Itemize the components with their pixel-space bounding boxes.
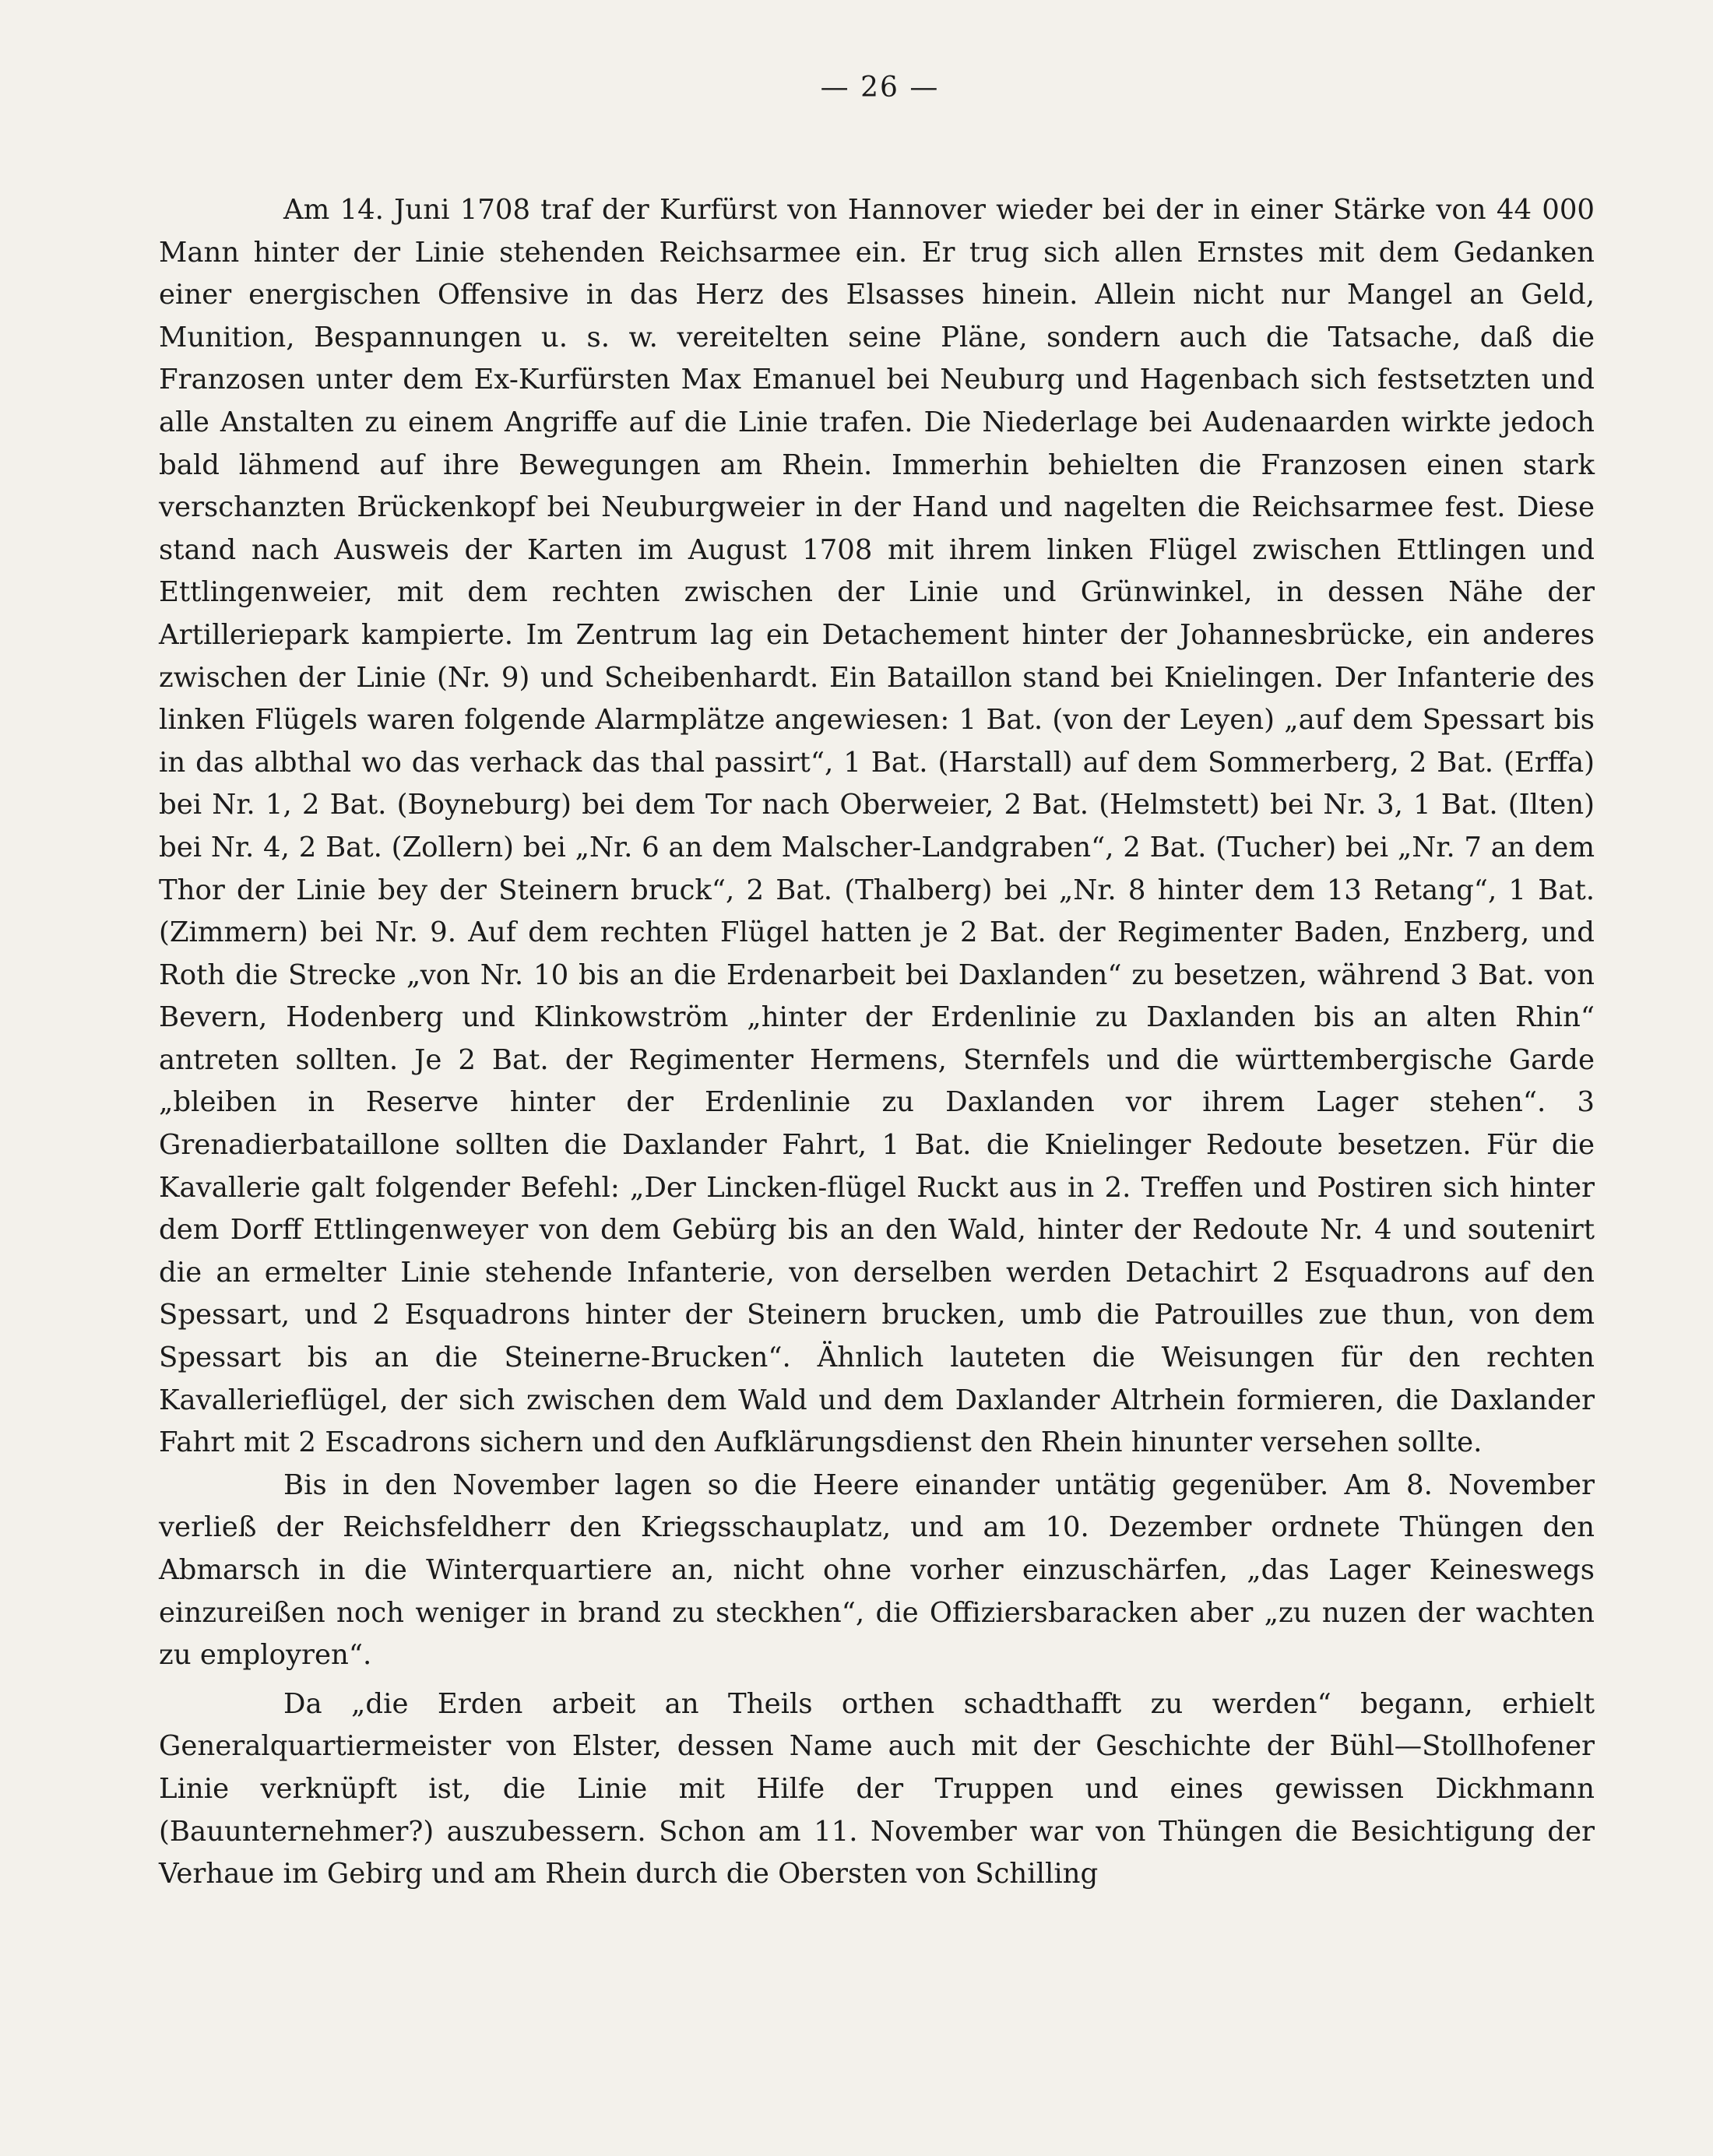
page-number: — 26 — [820,72,940,104]
paragraph-3: Da „die Erden arbeit an Theils orthen schadthafft zu werden“ begann, erhielt Generalquartiermeister von Elster, dessen Name auch mit der Geschichte der Bühl—Stollhofener Linie verknüpft ist, die Linie mit Hilfe der Truppen und eines gewissen Dickhmann (Bauunternehmer?) auszubessern. Schon am 11. November war von Thüngen die Besichtigung der Verhaue im Gebirg und am Rhein durch die Obersten von Schilling [159,1687,1595,1890]
paragraph-2: Bis in den November lagen so die Heere einander untätig gegenüber. Am 8. November verließ der Reichsfeldherr den Kriegsschauplatz, und am 10. Dezember ordnete Thüngen den Abmarsch in die Winterquartiere an, nicht ohne vorher einzuschärfen, „das Lager Keineswegs einzureißen noch weniger in brand zu steckhen“, die Offiziersbaracken aber „zu nuzen der wachten zu employren“. [159,1468,1595,1672]
paragraph-1: Am 14. Juni 1708 traf der Kurfürst von Hannover wieder bei der in einer Stärke von 44 000 Mann hinter der Linie stehenden Reichsarmee ein. Er trug sich allen Ernstes mit dem Gedanken einer energischen Offensive in das Herz des Elsasses hinein. Allein nicht nur Mangel an Geld, Munition, Bespannungen u. s. w. vereitelten seine Pläne, sondern auch die Tatsache, daß die Franzosen unter dem Ex-Kurfürsten Max Emanuel bei Neuburg und Hagenbach sich festsetzten und alle Anstalten zu einem Angriffe auf die Linie trafen. Die Niederlage bei Audenaarden wirkte jedoch bald lähmend auf ihre Bewegungen am Rhein. Immerhin behielten die Franzosen einen stark verschanzten Brückenkopf bei Neuburgweier in der Hand und nagelten die Reichsarmee fest. Diese stand nach Ausweis der Karten im August 1708 mit ihrem linken Flügel zwischen Ettlingen und Ettlingenweier, mit dem rechten zwischen der Linie und Grünwinkel, in dessen Nähe der Artilleriepark kampierte. Im Zentrum lag ein Detachement hinter der Johannesbrücke, ein anderes zwischen der Linie (Nr. 9) und Scheibenhardt. Ein Bataillon stand bei Knielingen. Der Infanterie des linken Flügels waren folgende Alarmplätze angewiesen: 1 Bat. (von der Leyen) „auf dem Spessart bis in das albthal wo das verhack das thal passirt“, 1 Bat. (Harstall) auf dem Sommerberg, 2 Bat. (Erffa) bei Nr. 1, 2 Bat. (Boyneburg) bei dem Tor nach Oberweier, 2 Bat. (Helmstett) bei Nr. 3, 1 Bat. (Ilten) bei Nr. 4, 2 Bat. (Zollern) bei „Nr. 6 an dem Malscher-Landgraben“, 2 Bat. (Tucher) bei „Nr. 7 an dem Thor der Linie bey der Steinern bruck“, 2 Bat. (Thalberg) bei „Nr. 8 hinter dem 13 Retang“, 1 Bat. (Zimmern) bei Nr. 9. Auf dem rechten Flügel hatten je 2 Bat. der Regimenter Baden, Enzberg, und Roth die Strecke „von Nr. 10 bis an die Erdenarbeit bei Daxlanden“ zu besetzen, während 3 Bat. von Bevern, Hodenberg und Klinkowström „hinter der Erdenlinie zu Daxlanden bis an alten Rhin“ antreten sollten. Je 2 Bat. der Regimenter Hermens, Sternfels und die württembergische Garde „bleiben in Reserve hinter der Erdenlinie zu Daxlanden vor ihrem Lager stehen“. 3 Grenadierbataillone sollten die Daxlander Fahrt, 1 Bat. die Knielinger Redoute besetzen. Für die Kavallerie galt folgender Befehl: „Der Lincken-flügel Ruckt aus in 2. Treffen und Postiren sich hinter dem Dorff Ettlingenweyer von dem Gebürg bis an den Wald, hinter der Redoute Nr. 4 und soutenirt die an ermelter Linie stehende Infanterie, von derselben werden Detachirt 2 Esquadrons auf den Spessart, und 2 Esquadrons hinter der Steinern brucken, umb die Patrouilles zue thun, von dem Spessart bis an die Steinerne-Brucken“. Ähnlich lauteten die Weisungen für den rechten Kavallerieflügel, der sich zwischen dem Wald und dem Daxlander Altrhein formieren, die Daxlander Fahrt mit 2 Escadrons sichern und den Aufklärungsdienst den Rhein hinunter versehen sollte. [159,194,1595,1459]
body-text [159,189,1595,1896]
